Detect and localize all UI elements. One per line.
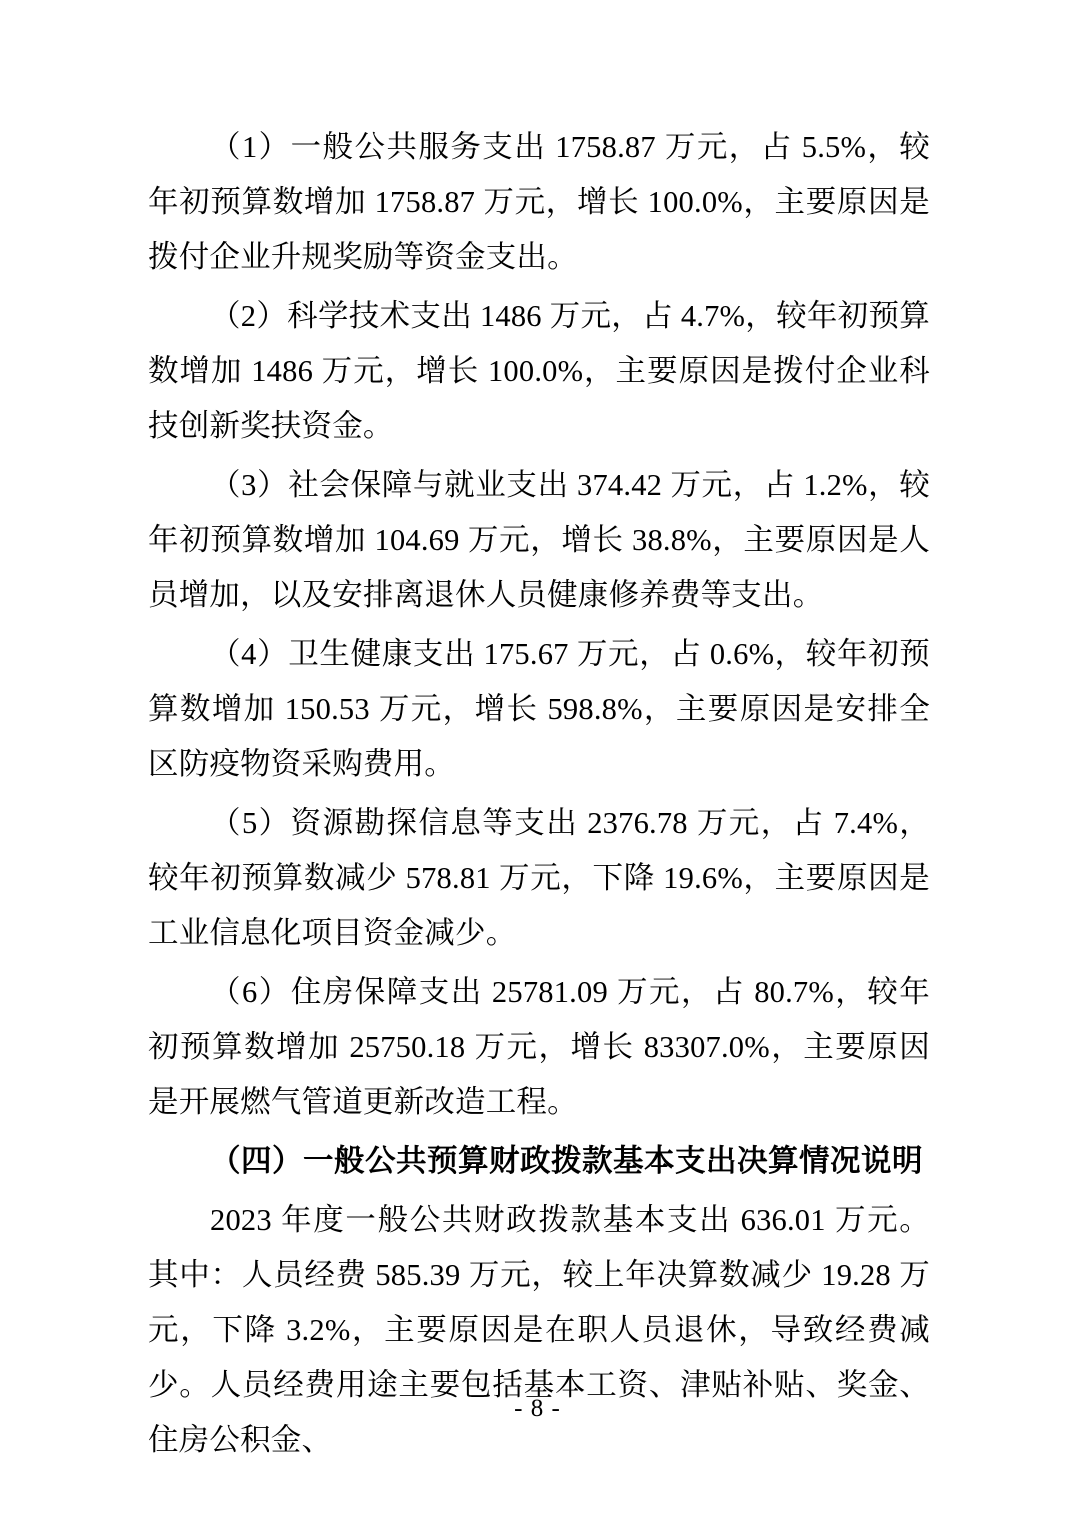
section-heading-4: （四）一般公共预算财政拨款基本支出决算情况说明 xyxy=(210,1144,923,1178)
paragraph-item-4: （4）卫生健康支出 175.67 万元，占 0.6%，较年初预算数增加 150.53 万元，增长 598.8%，主要原因是安排全区防疫物资采购费用。 xyxy=(148,637,930,781)
paragraph-basic-expenditure: 2023 年度一般公共财政拨款基本支出 636.01 万元。其中：人员经费 585.39 万元，较上年决算数减少 19.28 万元，下降 3.2%，主要原因是在职人员退休，导致经费减少。人员经费用途主要包括基本工资、津贴补贴、奖金、住房公积金、 xyxy=(148,1203,930,1457)
paragraph-item-3: （3）社会保障与就业支出 374.42 万元，占 1.2%，较年初预算数增加 104.69 万元，增长 38.8%，主要原因是人员增加，以及安排离退休人员健康修养费等支出。 xyxy=(148,468,930,612)
page-body-text xyxy=(148,120,930,1472)
paragraph-item-6: （6）住房保障支出 25781.09 万元，占 80.7%，较年初预算数增加 25750.18 万元，增长 83307.0%，主要原因是开展燃气管道更新改造工程。 xyxy=(148,975,930,1119)
page-number: - 8 - xyxy=(514,1395,561,1422)
paragraph-item-5: （5）资源勘探信息等支出 2376.78 万元，占 7.4%，较年初预算数减少 578.81 万元，下降 19.6%，主要原因是工业信息化项目资金减少。 xyxy=(148,806,930,950)
paragraph-item-1: （1）一般公共服务支出 1758.87 万元，占 5.5%，较年初预算数增加 1758.87 万元，增长 100.0%，主要原因是拨付企业升规奖励等资金支出。 xyxy=(148,130,930,274)
paragraph-item-2: （2）科学技术支出 1486 万元，占 4.7%，较年初预算数增加 1486 万元，增长 100.0%，主要原因是拨付企业科技创新奖扶资金。 xyxy=(148,299,930,443)
